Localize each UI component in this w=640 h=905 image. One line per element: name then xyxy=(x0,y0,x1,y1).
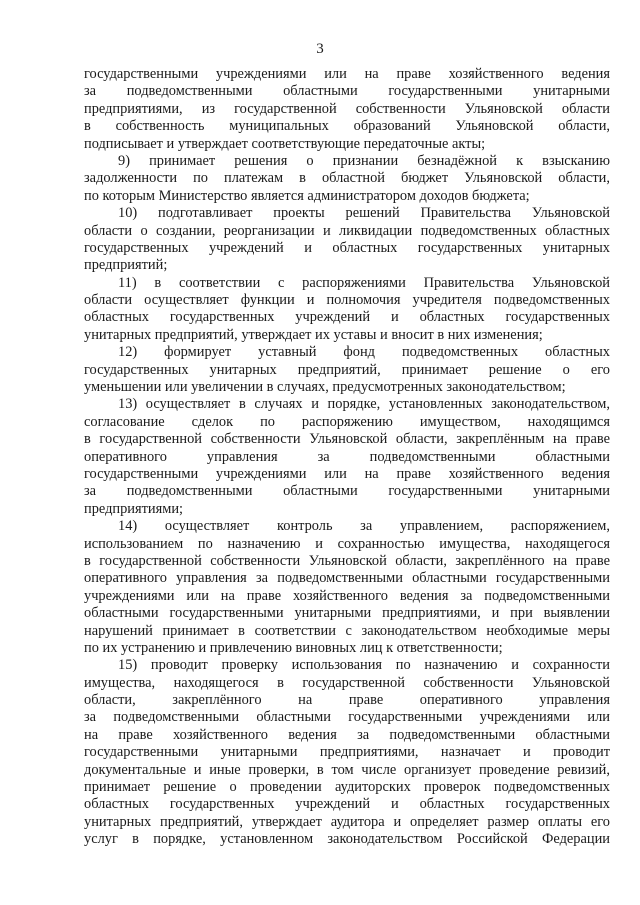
text-line: области, закреплённого на праве оперативного управления xyxy=(84,692,610,709)
text-line: 14) осуществляет контроль за управлением, распоряжением, xyxy=(118,518,610,535)
text-line: в собственность муниципальных образований Ульяновской области, xyxy=(84,118,610,135)
text-line: использованием по назначению и сохранностью имущества, находящегося xyxy=(84,535,610,552)
text-line: 13) осуществляет в случаях и порядке, установленных законодательством, xyxy=(118,396,610,413)
text-line: нарушений принимает в соответствии с законодательством необходимые меры xyxy=(84,622,610,639)
text-line: унитарных предприятий, утверждает их уставы и вносит в них изменения; xyxy=(84,326,543,343)
text-line: государственными учреждениями или на праве хозяйственного ведения xyxy=(84,465,610,482)
text-line: на праве хозяйственного ведения за подведомственными областными xyxy=(84,726,610,743)
text-line: оперативного управления за подведомственными областными xyxy=(84,448,610,465)
text-line: за подведомственными областными государственными учреждениями или xyxy=(84,709,610,726)
text-line: учреждениями или на праве хозяйственного ведения за подведомственными xyxy=(84,587,610,604)
text-line: 10) подготавливает проекты решений Правительства Ульяновской xyxy=(118,205,610,222)
text-line: государственных учреждений и областных государственных унитарных xyxy=(84,239,610,256)
text-line: областными государственными унитарными предприятиями, и при выявлении xyxy=(84,605,610,622)
document-body xyxy=(84,66,610,849)
text-line: предприятиями, из государственной собственности Ульяновской области xyxy=(84,100,610,117)
text-line: области о создании, реорганизации и ликвидации подведомственных областных xyxy=(84,222,610,239)
text-line: государственными учреждениями или на праве хозяйственного ведения xyxy=(84,66,610,82)
text-line: уменьшении или увеличении в случаях, предусмотренных законодательством; xyxy=(84,379,566,396)
text-line: области осуществляет функции и полномочия учредителя подведомственных xyxy=(84,292,610,309)
text-line: предприятиями; xyxy=(84,500,184,517)
text-line: за подведомственными областными государственными унитарными xyxy=(84,83,610,100)
text-line: государственными унитарными предприятиями, назначает и проводит xyxy=(84,744,610,761)
text-line: задолженности по платежам в областной бюджет Ульяновской области, xyxy=(84,170,610,187)
text-line: оперативного управления за подведомственными областными государственными xyxy=(84,570,610,587)
text-line: согласование сделок по распоряжению имуществом, находящимся xyxy=(84,413,610,430)
text-line: услуг в порядке, установленном законодательством Российской Федерации xyxy=(84,831,610,848)
text-line: 9) принимает решения о признании безнадёжной к взысканию xyxy=(118,152,610,169)
text-line: государственных унитарных предприятий, принимает решение о его xyxy=(84,361,610,378)
text-line: 12) формирует уставный фонд подведомственных областных xyxy=(118,344,610,361)
text-line: 11) в соответствии с распоряжениями Правительства Ульяновской xyxy=(118,274,610,291)
text-line: за подведомственными областными государственными унитарными xyxy=(84,483,610,500)
text-line: по их устранению и привлечению виновных лиц к ответственности; xyxy=(84,639,503,656)
text-line: 15) проводит проверку использования по назначению и сохранности xyxy=(118,657,610,674)
text-line: областных государственных учреждений и областных государственных xyxy=(84,309,610,326)
text-line: принимает решение о проведении аудиторских проверок подведомственных xyxy=(84,779,610,796)
text-line: в государственной собственности Ульяновской области, закреплённого на праве xyxy=(84,552,610,569)
text-line: предприятий; xyxy=(84,257,168,274)
text-line: по которым Министерство является администратором доходов бюджета; xyxy=(84,187,530,204)
text-line: подписывает и утверждает соответствующие передаточные акты; xyxy=(84,135,486,152)
text-line: в государственной собственности Ульяновской области, закреплённым на праве xyxy=(84,431,610,448)
text-line: унитарных предприятий, утверждает аудитора и определяет размер оплаты его xyxy=(84,813,610,830)
page-number: 3 xyxy=(316,41,324,57)
text-line: областных государственных учреждений и областных государственных xyxy=(84,796,610,813)
text-line: документальные и иные проверки, в том числе организует проведение ревизий, xyxy=(84,761,610,778)
text-line: имущества, находящегося в государственной собственности Ульяновской xyxy=(84,674,610,691)
